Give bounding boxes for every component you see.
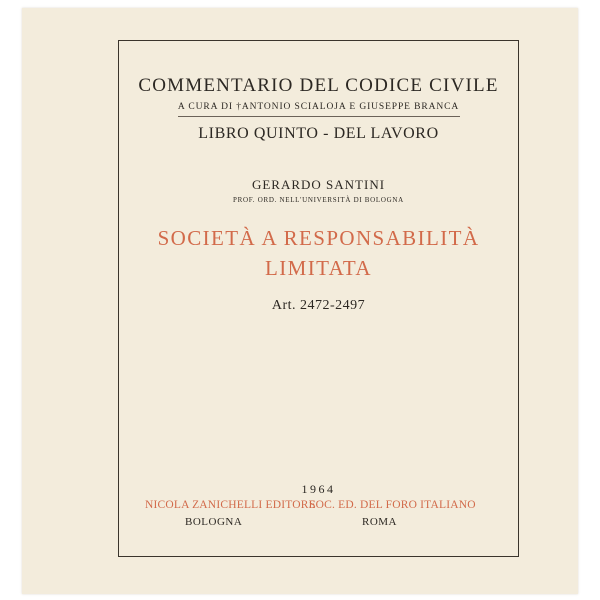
series-title: COMMENTARIO DEL CODICE CIVILE [138, 75, 499, 96]
publication-year: 1964 [301, 482, 336, 496]
publisher-2-city: ROMA [362, 516, 398, 528]
series-editors: A CURA DI †ANTONIO SCIALOJA E GIUSEPPE BRANCA [177, 102, 460, 112]
book-subtitle: LIBRO QUINTO - DEL LAVORO [198, 125, 439, 142]
divider-rule [178, 116, 460, 117]
publisher-2-name: SOC. ED. DEL FORO ITALIANO [309, 499, 476, 511]
title-page [22, 8, 578, 594]
author-name: GERARDO SANTINI [251, 177, 386, 192]
page-border-frame [118, 40, 519, 557]
article-range: Art. 2472-2497 [271, 298, 366, 313]
work-title-line-2: LIMITATA [265, 256, 372, 280]
work-title-line-1: SOCIETÀ A RESPONSABILITÀ [157, 226, 480, 250]
publisher-1-name: NICOLA ZANICHELLI EDITORE [145, 499, 316, 511]
author-affiliation: PROF. ORD. NELL'UNIVERSITÀ DI BOLOGNA [233, 196, 404, 204]
publisher-1-city: BOLOGNA [185, 516, 243, 528]
